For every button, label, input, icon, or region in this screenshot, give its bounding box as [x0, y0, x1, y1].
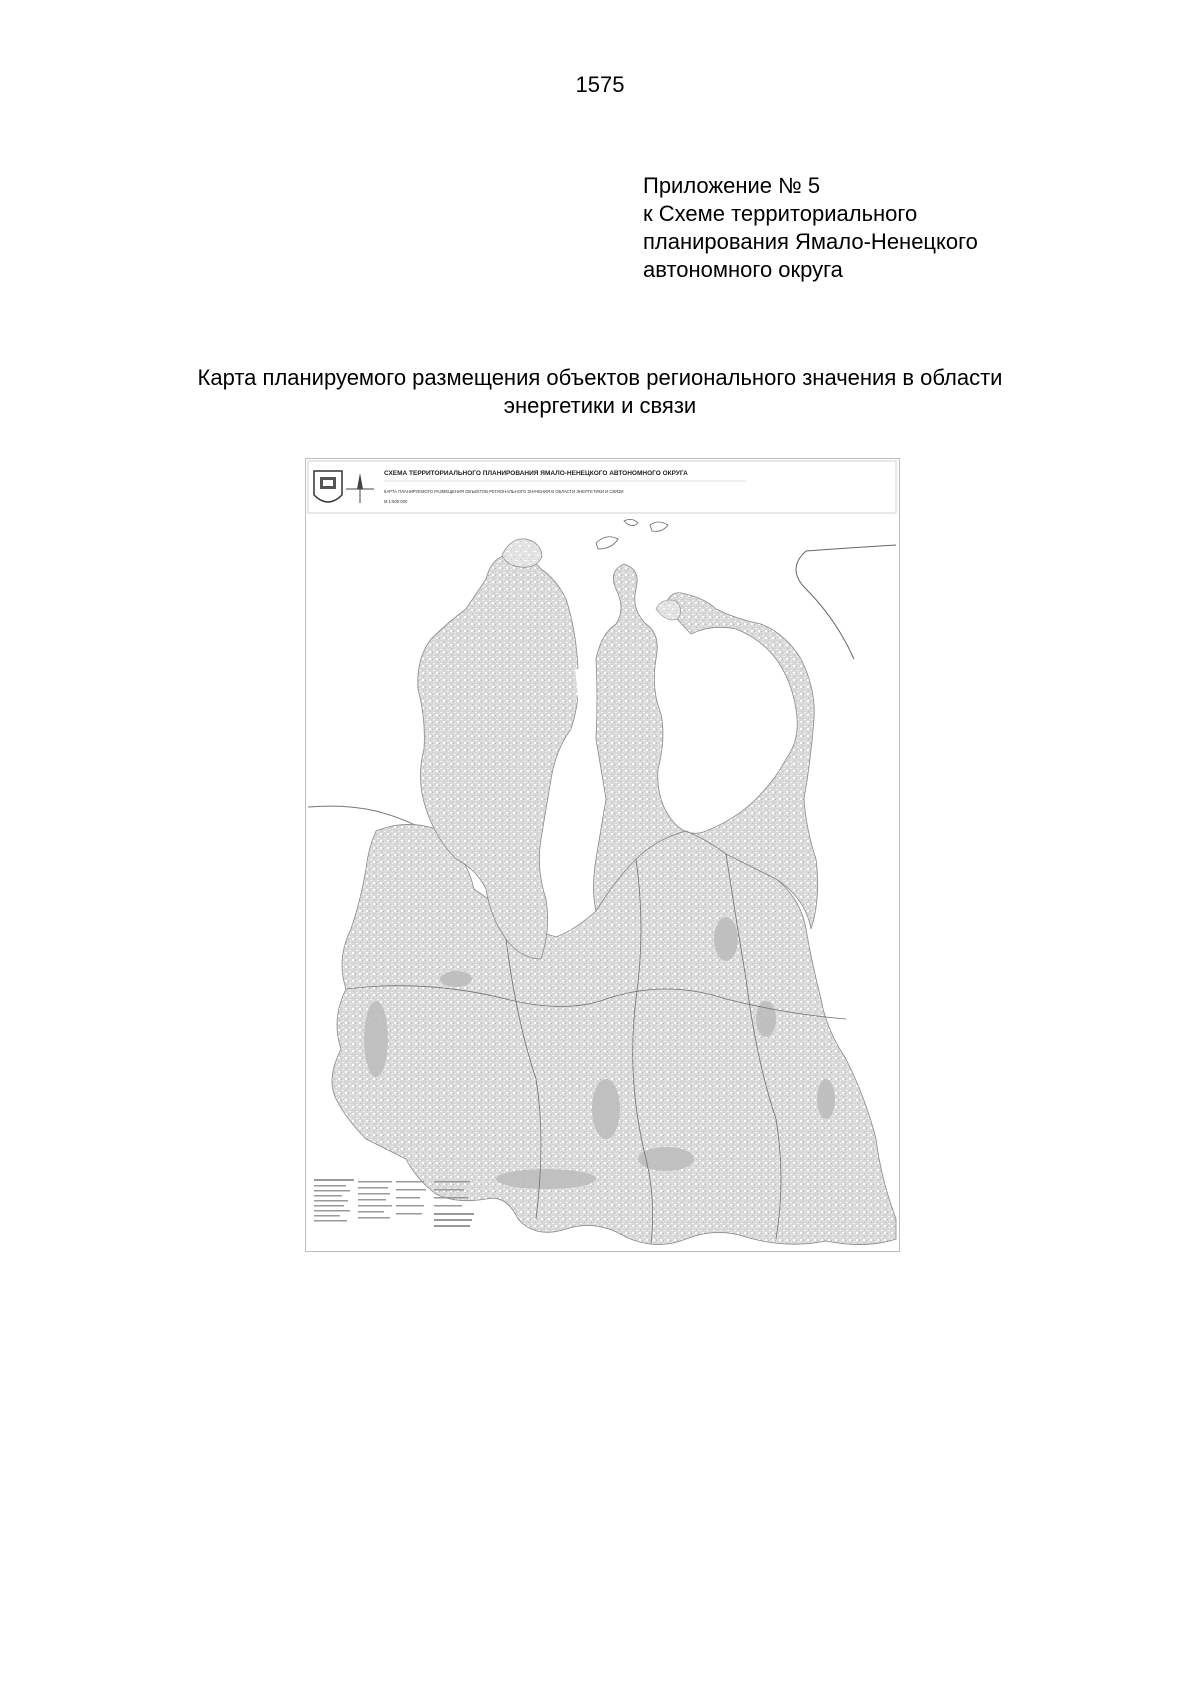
coat-of-arms-icon	[314, 471, 342, 502]
map-title	[100, 364, 1100, 420]
map-scale: М 1:500 000	[384, 499, 408, 504]
appendix-line: автономного округа	[643, 257, 843, 282]
appendix-line: к Схеме территориального	[643, 201, 918, 226]
map-header-subtitle: КАРТА ПЛАНИРУЕМОГО РАЗМЕЩЕНИЯ ОБЪЕКТОВ РЕГИОНАЛЬНОГО ЗНАЧЕНИЯ В ОБЛАСТИ ЭНЕРГЕТИКИ И СВЯЗИ	[384, 489, 624, 494]
map-figure	[305, 458, 900, 1252]
map-title-line: Карта планируемого размещения объектов регионального значения в области	[197, 365, 1003, 390]
appendix-reference	[643, 172, 1163, 284]
map-header	[308, 461, 896, 513]
page-number: 1575	[575, 72, 625, 97]
map-header-title: СХЕМА ТЕРРИТОРИАЛЬНОГО ПЛАНИРОВАНИЯ ЯМАЛО-НЕНЕЦКОГО АВТОНОМНОГО ОКРУГА	[384, 470, 688, 477]
map-title-line: энергетики и связи	[503, 393, 697, 418]
map-image	[306, 459, 899, 1251]
appendix-line: планирования Ямало-Ненецкого	[643, 229, 978, 254]
appendix-line: Приложение № 5	[643, 173, 821, 198]
